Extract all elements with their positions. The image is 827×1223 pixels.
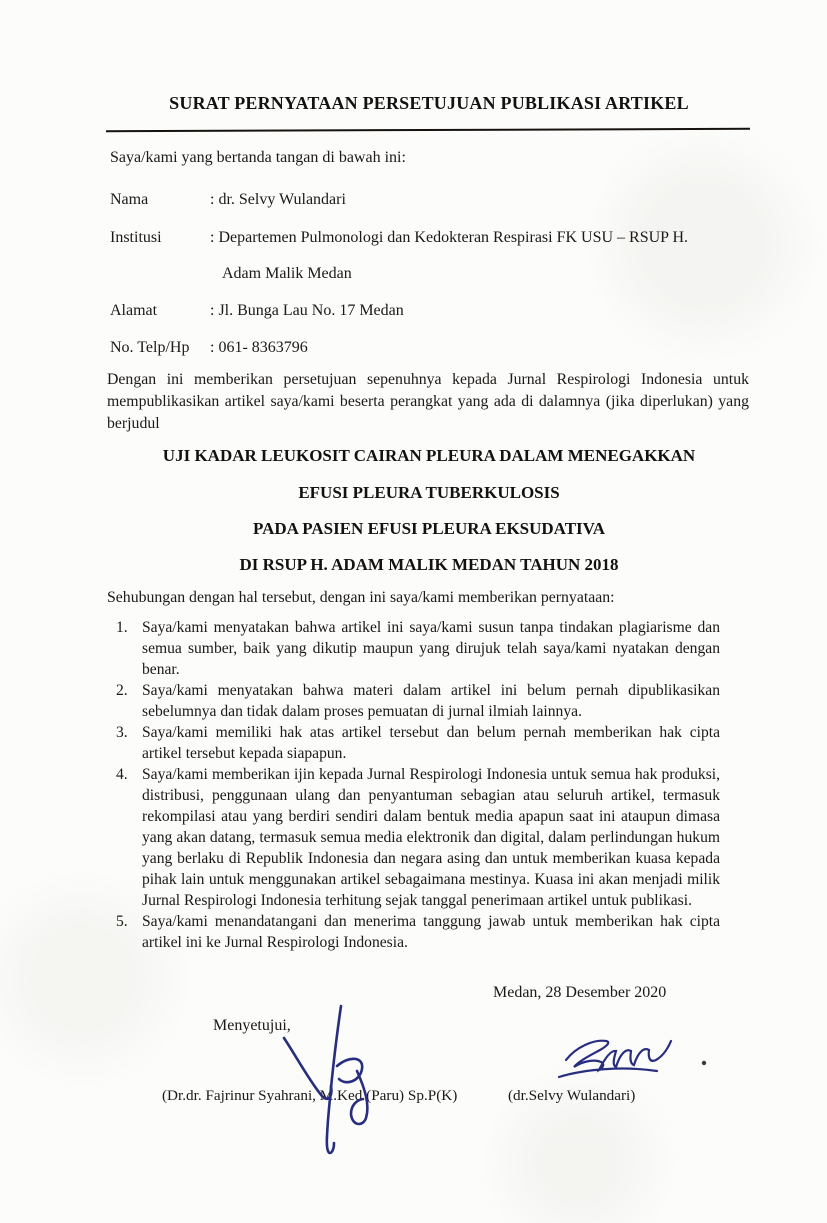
statement-text: Saya/kami menyatakan bahwa artikel ini saya/kami susun tanpa tindakan plagiarisme dan semua sumber, baik yang dikutip maupun yang dirujuk telah saya/kami nyatakan dengan benar. <box>142 619 720 678</box>
field-telp-value: : 061- 8363796 <box>210 339 308 356</box>
statement-intro: Sehubungan dengan hal tersebut, dengan ini saya/kami memberikan pernyataan: <box>107 589 615 606</box>
signature-selvy-icon <box>559 1041 671 1077</box>
article-title-line-2: EFUSI PLEURA TUBERKULOSIS <box>298 483 560 502</box>
statement-item-2 <box>116 680 750 722</box>
statement-number: 5. <box>116 913 128 930</box>
article-title-line-3: PADA PASIEN EFUSI PLEURA EKSUDATIVA <box>252 519 606 538</box>
signer-left-name: (Dr.dr. Fajrinur Syahrani, M.Ked (Paru) Sp.P(K) <box>162 1087 458 1104</box>
field-institusi-label: Institusi <box>110 229 162 246</box>
statement-item-3 <box>116 722 750 764</box>
field-telp-label: No. Telp/Hp <box>110 339 190 356</box>
statement-text: Saya/kami menyatakan bahwa materi dalam artikel ini belum pernah dipublikasikan sebelumnya dan tidak dalam proses pemuatan di jurnal ilmiah lainnya. <box>142 682 720 720</box>
field-nama-value: : dr. Selvy Wulandari <box>210 191 346 208</box>
statement-text: Saya/kami memberikan ijin kepada Jurnal Respirologi Indonesia untuk semua hak produksi, distribusi, penggunaan ulang dan penyantuman sebagian atau seluruh artikel, termasuk rekompilasi atau yang berdiri sendiri dalam bentuk media apapun saat ini ataupun dimasa yang akan datang, termasuk semua media elektronik dan digital, dalam perlindungan hukum yang berlaku di Republik Indonesia dan negara asing dan untuk memberikan kuasa kepada pihak lain untuk menggunakan artikel sebagaimana mestinya. Kuasa ini akan menjadi milik Jurnal Respirologi Indonesia terhitung sejak tanggal penerimaan artikel untuk publikasi. <box>142 766 720 909</box>
field-alamat-label: Alamat <box>110 302 158 319</box>
field-alamat-value: : Jl. Bunga Lau No. 17 Medan <box>210 302 404 319</box>
consent-paragraph: Dengan ini memberikan persetujuan sepenuhnya kepada Jurnal Respirologi Indonesia untuk mempublikasikan artikel saya/kami beserta perangkat yang ada di dalamnya (jika diperlukan) yang berjudul <box>107 371 749 432</box>
statement-item-4 <box>116 764 750 911</box>
statement-text: Saya/kami menandatangani dan menerima tanggung jawab untuk memberikan hak cipta artikel ini ke Jurnal Respirologi Indonesia. <box>142 913 720 951</box>
date-place-line: Medan, 28 Desember 2020 <box>493 984 667 1001</box>
field-nama-label: Nama <box>110 191 149 208</box>
approval-label: Menyetujui, <box>213 1017 291 1034</box>
field-institusi-value-line2: Adam Malik Medan <box>222 265 352 282</box>
title-underline <box>106 128 750 133</box>
intro-line: Saya/kami yang bertanda tangan di bawah ini: <box>110 149 406 166</box>
signature-fajrinur-icon <box>284 1006 367 1153</box>
ink-dot <box>702 1061 706 1065</box>
signer-right-name: (dr.Selvy Wulandari) <box>508 1087 636 1104</box>
statement-number: 3. <box>116 724 128 741</box>
document-title: SURAT PERNYATAAN PERSETUJUAN PUBLIKASI ARTIKEL <box>169 93 689 113</box>
article-title-line-4: DI RSUP H. ADAM MALIK MEDAN TAHUN 2018 <box>239 555 619 574</box>
article-title-line-1: UJI KADAR LEUKOSIT CAIRAN PLEURA DALAM MENEGAKKAN <box>162 446 696 465</box>
statement-item-5 <box>116 911 750 953</box>
statement-number: 4. <box>116 766 128 783</box>
statement-number: 2. <box>116 682 128 699</box>
statement-number: 1. <box>116 619 128 636</box>
field-institusi-value-line1: : Departemen Pulmonologi dan Kedokteran Respirasi FK USU – RSUP H. <box>210 229 689 246</box>
statement-list <box>116 617 750 953</box>
statement-item-1 <box>116 617 750 680</box>
statement-text: Saya/kami memiliki hak atas artikel tersebut dan belum pernah memberikan hak cipta artikel tersebut kepada siapapun. <box>142 724 720 762</box>
